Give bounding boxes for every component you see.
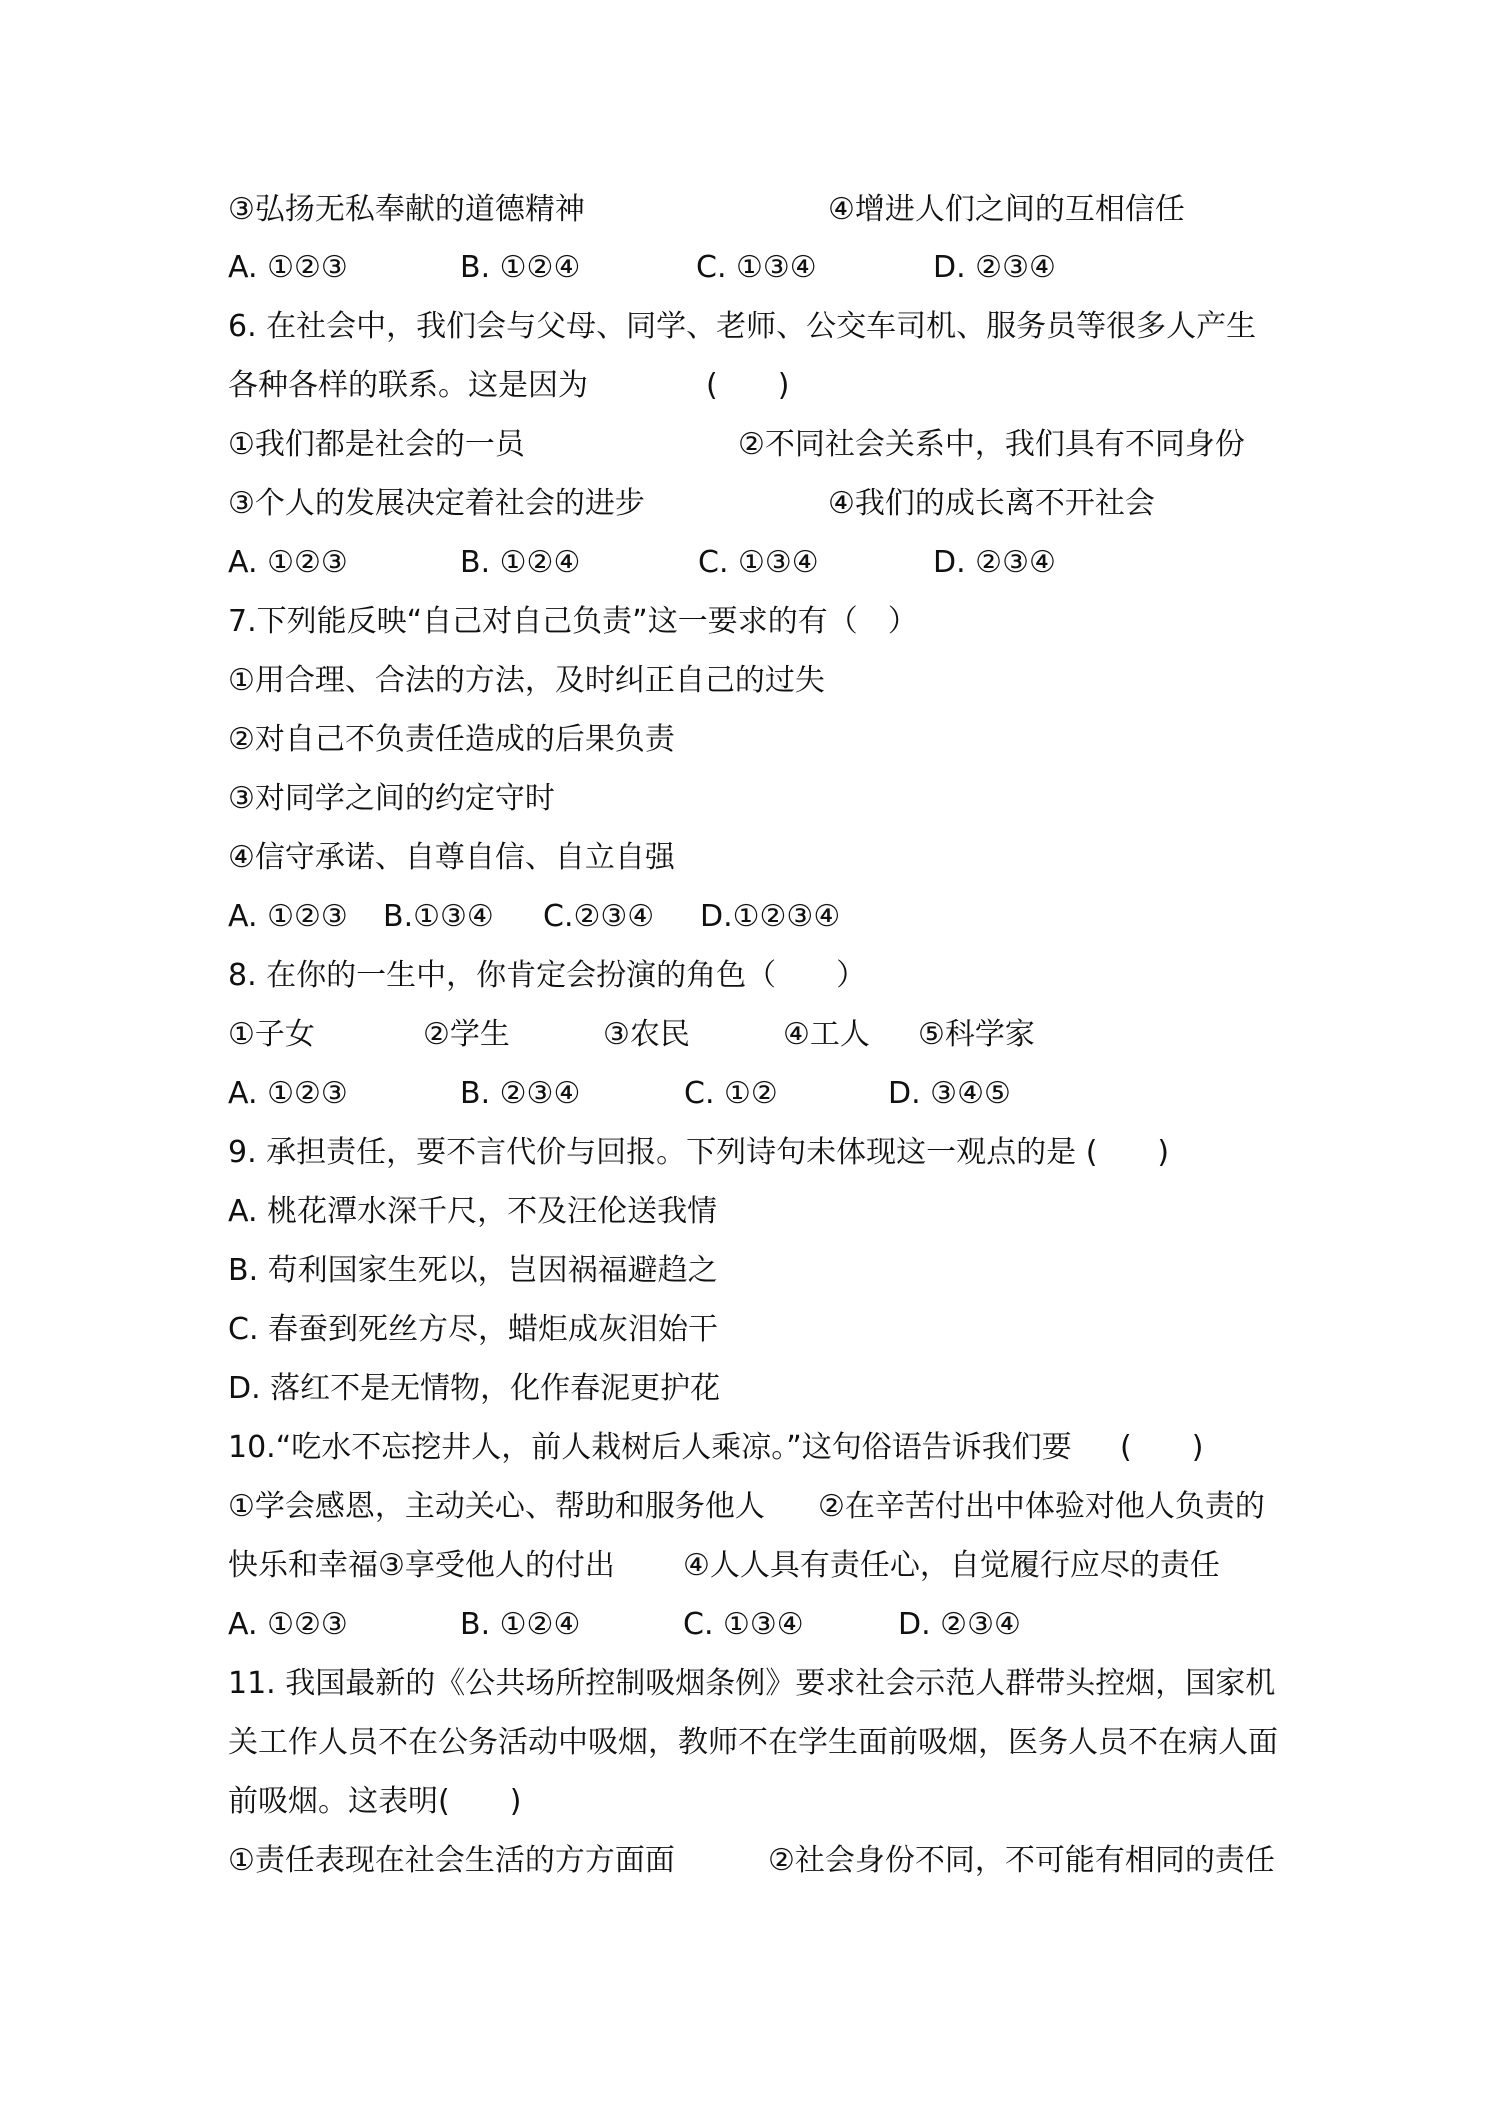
option-item: ④人人具有责任心，自觉履行应尽的责任: [683, 1548, 1220, 1583]
option-item: ②不同社会关系中，我们具有不同身份: [738, 427, 1245, 462]
question-stem: 6. 在社会中，我们会与父母、同学、老师、公交车司机、服务员等很多人产生: [228, 309, 1257, 344]
question-stem: 8. 在你的一生中，你肯定会扮演的角色（ ）: [228, 958, 867, 993]
option-item: ①我们都是社会的一员: [228, 427, 525, 462]
option-item: ③弘扬无私奉献的道德精神: [228, 192, 585, 227]
answer-choice-b: B. ①②④: [460, 250, 581, 285]
line-11: [228, 779, 1288, 819]
line-12: [228, 838, 1288, 878]
option-item: ④我们的成长离不开社会: [828, 486, 1155, 521]
option-item: ①子女: [228, 1017, 315, 1052]
answer-choice-c: C.②③④: [543, 899, 655, 934]
answer-choice-d: D. ②③④: [933, 545, 1056, 580]
line-15: [228, 1015, 1288, 1055]
line-16: [228, 1074, 1288, 1114]
answer-choice-c: C. 春蚕到死丝方尽，蜡炬成灰泪始干: [228, 1312, 719, 1347]
line-7: [228, 543, 1288, 583]
line-3: [228, 307, 1288, 347]
line-17: [228, 1133, 1288, 1173]
answer-choice-a: A. ①②③: [228, 1076, 348, 1111]
option-item: 快乐和幸福③享受他人的付出: [228, 1548, 615, 1583]
line-14: [228, 956, 1288, 996]
answer-choice-d: D. 落红不是无情物，化作春泥更护花: [228, 1371, 721, 1406]
answer-choice-a: A. ①②③: [228, 250, 348, 285]
answer-choice-b: B. ①②④: [460, 545, 581, 580]
answer-choice-c: C. ①③④: [696, 250, 817, 285]
line-6: [228, 484, 1288, 524]
question-stem: 10.“吃水不忘挖井人，前人栽树后人乘凉。”这句俗语告诉我们要: [228, 1430, 1072, 1465]
line-24: [228, 1546, 1288, 1586]
question-stem: 9. 承担责任，要不言代价与回报。下列诗句未体现这一观点的是 ( ): [228, 1135, 1170, 1170]
line-20: [228, 1310, 1288, 1350]
option-item: ②在辛苦付出中体验对他人负责的: [818, 1489, 1265, 1524]
line-27: [228, 1723, 1288, 1763]
line-21: [228, 1369, 1288, 1409]
answer-choice-c: C. ①③④: [683, 1607, 804, 1642]
answer-choice-b: B.①③④: [383, 899, 494, 934]
line-26: [228, 1664, 1288, 1704]
line-8: [228, 602, 1288, 642]
option-item: ④工人: [783, 1017, 870, 1052]
answer-choice-c: C. ①②: [684, 1076, 778, 1111]
option-item: ④信守承诺、自尊自信、自立自强: [228, 840, 675, 875]
question-stem: 前吸烟。这表明( ): [228, 1784, 522, 1819]
line-23: [228, 1487, 1288, 1527]
line-10: [228, 720, 1288, 760]
question-stem: 11. 我国最新的《公共场所控制吸烟条例》要求社会示范人群带头控烟，国家机: [228, 1666, 1276, 1701]
answer-bracket: ( ): [706, 368, 790, 403]
answer-choice-a: A. ①②③: [228, 545, 348, 580]
line-29: [228, 1841, 1288, 1881]
answer-choice-b: B. ①②④: [460, 1607, 581, 1642]
question-stem: 7.下列能反映“自己对自己负责”这一要求的有（ ）: [228, 604, 918, 639]
option-item: ②对自己不负责任造成的后果负责: [228, 722, 675, 757]
option-item: ①责任表现在社会生活的方方面面: [228, 1843, 675, 1878]
answer-choice-d: D. ②③④: [933, 250, 1056, 285]
answer-bracket: ( ): [1120, 1430, 1204, 1465]
line-5: [228, 425, 1288, 465]
answer-choice-b: B. 苟利国家生死以，岂因祸福避趋之: [228, 1253, 718, 1288]
answer-choice-d: D. ③④⑤: [888, 1076, 1011, 1111]
line-9: [228, 661, 1288, 701]
line-13: [228, 897, 1288, 937]
option-item: ①用合理、合法的方法，及时纠正自己的过失: [228, 663, 825, 698]
answer-choice-a: A. ①②③: [228, 899, 348, 934]
question-stem: 关工作人员不在公务活动中吸烟，教师不在学生面前吸烟，医务人员不在病人面: [228, 1725, 1278, 1760]
option-item: ②社会身份不同，不可能有相同的责任: [768, 1843, 1275, 1878]
option-item: ③对同学之间的约定守时: [228, 781, 555, 816]
answer-choice-c: C. ①③④: [698, 545, 819, 580]
answer-choice-a: A. 桃花潭水深千尺，不及汪伦送我情: [228, 1194, 718, 1229]
answer-choice-a: A. ①②③: [228, 1607, 348, 1642]
option-item: ②学生: [423, 1017, 510, 1052]
option-item: ④增进人们之间的互相信任: [828, 192, 1185, 227]
option-item: ⑤科学家: [918, 1017, 1035, 1052]
line-28: [228, 1782, 1288, 1822]
line-1: [228, 190, 1288, 230]
question-stem: 各种各样的联系。这是因为: [228, 368, 588, 403]
line-2: [228, 248, 1288, 288]
answer-choice-d: D. ②③④: [898, 1607, 1021, 1642]
option-item: ③农民: [603, 1017, 690, 1052]
option-item: ①学会感恩，主动关心、帮助和服务他人: [228, 1489, 765, 1524]
line-4: [228, 366, 1288, 406]
line-22: [228, 1428, 1288, 1468]
answer-choice-b: B. ②③④: [460, 1076, 581, 1111]
line-19: [228, 1251, 1288, 1291]
line-25: [228, 1605, 1288, 1645]
answer-choice-d: D.①②③④: [700, 899, 841, 934]
line-18: [228, 1192, 1288, 1232]
option-item: ③个人的发展决定着社会的进步: [228, 486, 645, 521]
